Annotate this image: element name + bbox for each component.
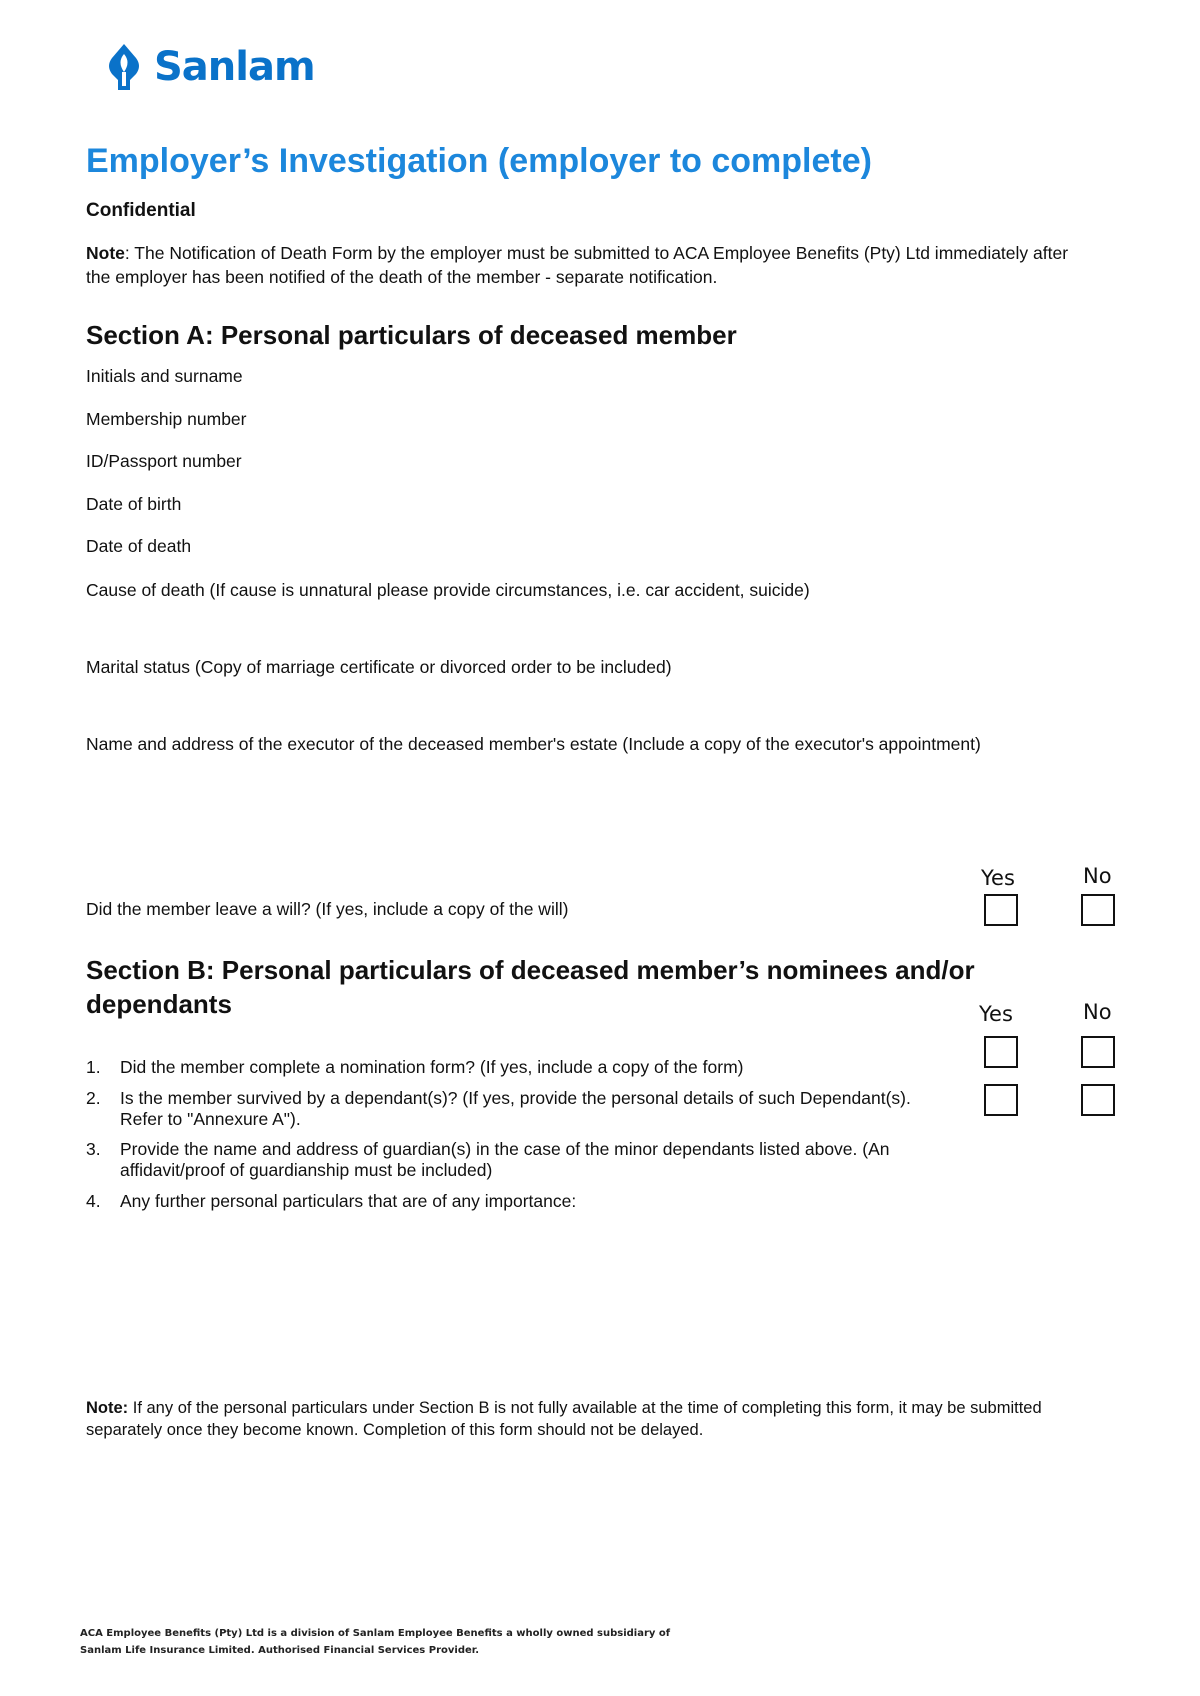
sanlam-logo: [104, 42, 315, 92]
section-b-heading: Section B: Personal particulars of deceased member’s nominees and/or dependants: [86, 955, 975, 1019]
field-marital-status: Marital status (Copy of marriage certificate or divorced order to be included): [86, 657, 672, 677]
sanlam-drop-logo-icon: [104, 42, 144, 92]
note-label: Note: [86, 243, 125, 263]
field-id-passport-number: ID/Passport number: [86, 451, 242, 471]
footer-line-2: Sanlam Life Insurance Limited. Authorised Financial Services Provider.: [80, 1645, 480, 1656]
field-membership-number: Membership number: [86, 409, 247, 429]
note-bottom-label: Note:: [86, 1399, 129, 1417]
list-item-number: 2.: [86, 1088, 101, 1108]
section-b-no-label: No: [1083, 1000, 1112, 1024]
dependant-no-checkbox[interactable]: [1081, 1084, 1115, 1116]
list-item-text: Is the member survived by a dependant(s)? (If yes, provide the personal details of such Dependant(s). Refer to "Annexure A").: [120, 1088, 911, 1129]
list-item-text: Any further personal particulars that are of any importance:: [120, 1191, 577, 1211]
will-no-label: No: [1083, 864, 1112, 888]
field-date-of-death: Date of death: [86, 536, 192, 556]
list-item-3: [86, 1139, 926, 1181]
field-cause-of-death: Cause of death (If cause is unnatural please provide circumstances, i.e. car accident, suicide): [86, 580, 810, 600]
section-a-heading: Section A: Personal particulars of deceased member: [86, 320, 737, 350]
will-no-checkbox[interactable]: [1081, 894, 1115, 926]
list-item-text: Provide the name and address of guardian(s) in the case of the minor dependants listed above. (An affidavit/proof of guardianship must be included): [120, 1139, 890, 1180]
nomination-no-checkbox[interactable]: [1081, 1036, 1115, 1068]
note-bottom: [86, 1397, 1096, 1441]
footer-line-1: ACA Employee Benefits (Pty) Ltd is a division of Sanlam Employee Benefits a wholly owned subsidiary of: [80, 1628, 671, 1639]
field-date-of-birth: Date of birth: [86, 494, 182, 514]
section-b-yes-label: Yes: [979, 1002, 1013, 1026]
list-item-number: 3.: [86, 1139, 101, 1159]
confidential-label: Confidential: [86, 200, 196, 221]
field-executor-name-address: Name and address of the executor of the deceased member's estate (Include a copy of the executor's appointment): [86, 734, 981, 754]
list-item-2: [86, 1088, 926, 1130]
will-question: Did the member leave a will? (If yes, include a copy of the will): [86, 899, 569, 919]
nomination-yes-checkbox[interactable]: [984, 1036, 1018, 1068]
list-item-4: [86, 1191, 926, 1212]
field-initials-surname: Initials and surname: [86, 366, 243, 386]
will-yes-label: Yes: [981, 866, 1015, 890]
note-top: [86, 241, 1096, 289]
list-item-number: 1.: [86, 1057, 101, 1077]
list-item-text: Did the member complete a nomination form? (If yes, include a copy of the form): [120, 1057, 744, 1077]
dependant-yes-checkbox[interactable]: [984, 1084, 1018, 1116]
page-title: Employer’s Investigation (employer to complete): [86, 142, 872, 180]
list-item-number: 4.: [86, 1191, 101, 1211]
note-text: : The Notification of Death Form by the employer must be submitted to ACA Employee Benefits (Pty) Ltd immediately after the employer has been notified of the death of the member - separate notification.: [86, 243, 1069, 287]
list-item-1: [86, 1057, 926, 1078]
will-yes-checkbox[interactable]: [984, 894, 1018, 926]
brand-name: Sanlam: [154, 44, 315, 90]
note-bottom-text: If any of the personal particulars under Section B is not fully available at the time of completing this form, it may be submitted separately once they become known. Completion of this form should not be delayed.: [86, 1399, 1042, 1439]
